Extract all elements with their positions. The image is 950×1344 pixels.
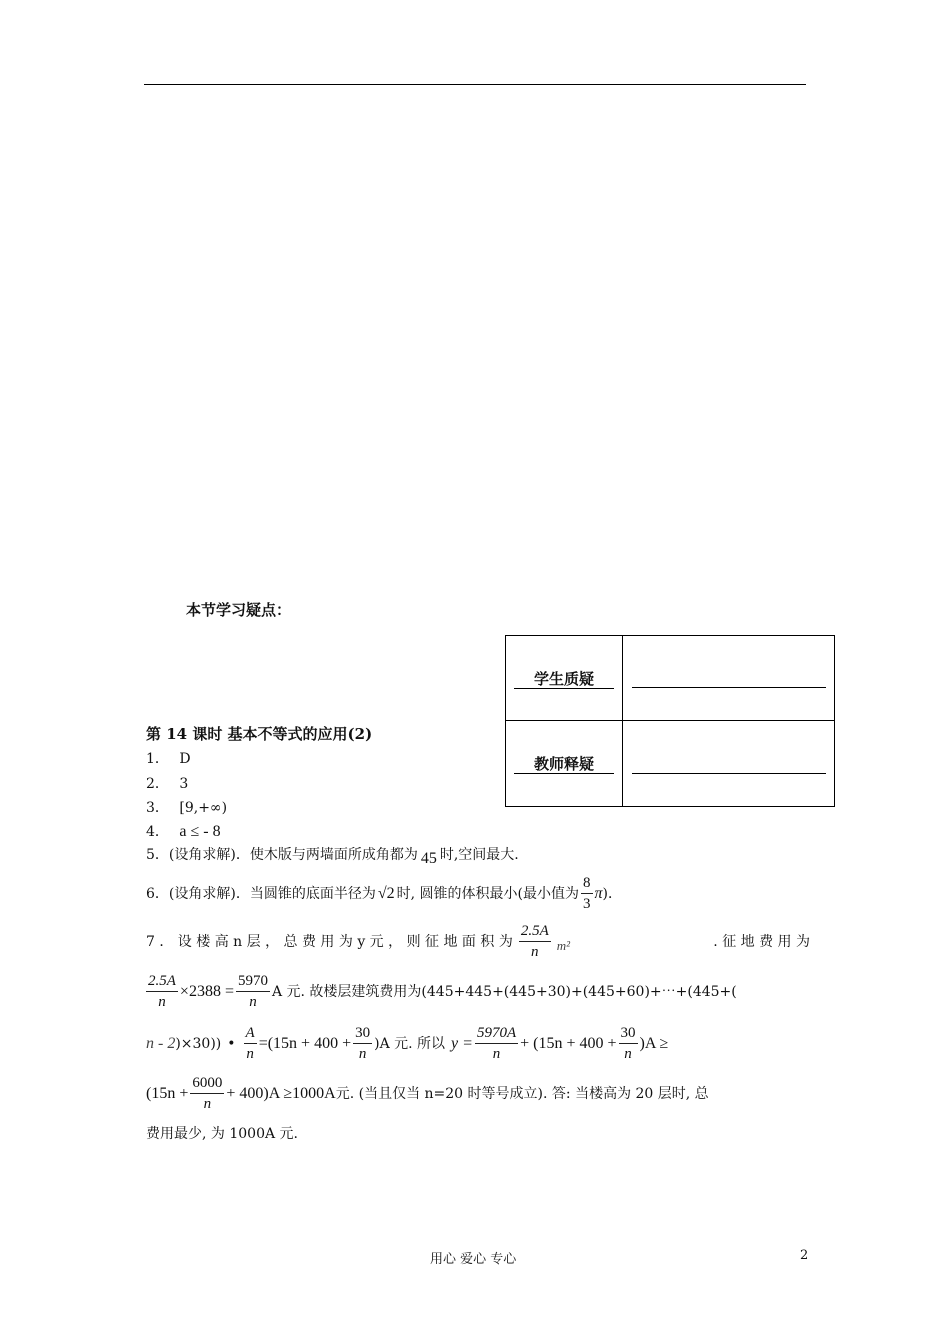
student-answer-line xyxy=(632,687,826,688)
table-divider-vertical xyxy=(622,636,623,806)
answer-7-area-numerator: 2.5A xyxy=(519,923,551,942)
answer-6-text-mid: 时, 圆锥的体积最小(最小值为 xyxy=(396,886,579,902)
answer-7-dot: • xyxy=(227,1036,236,1052)
table-divider-horizontal xyxy=(506,720,834,721)
answer-7-times-30: )×30)) xyxy=(175,1036,222,1052)
answer-7-expression-2: + (15n + 400 + xyxy=(520,1035,617,1052)
lesson-heading: 第 14 课时 基本不等式的应用(2) xyxy=(146,725,373,743)
answer-1 xyxy=(146,750,191,768)
answer-7-inequality-2: + 400)A ≥1000A xyxy=(226,1085,336,1102)
footer-slogan: 用心 爱心 专心 xyxy=(430,1252,517,1267)
answer-6-fraction-numerator: 8 xyxy=(581,875,593,894)
answer-7-a-numerator: A xyxy=(244,1025,257,1044)
answer-7-a-denominator: n xyxy=(246,1046,254,1062)
answer-6-text-start: 6．(设角求解)．当圆锥的底面半径为 xyxy=(146,886,376,902)
answer-7-a-over-n-fraction xyxy=(244,1025,257,1063)
answer-7-line-3-text: )A 元. 所以 xyxy=(374,1036,446,1052)
answer-7-30-denominator-2: n xyxy=(624,1046,632,1062)
answer-7-cost-fraction xyxy=(146,973,178,1011)
answer-2-number: 2． xyxy=(146,776,169,792)
teacher-answer-label: 教师释疑 xyxy=(533,755,594,773)
answer-2-text: 3 xyxy=(179,776,189,792)
answer-4-number: 4． xyxy=(146,824,169,840)
answer-4 xyxy=(146,823,221,841)
answer-7-6000-denominator: n xyxy=(203,1096,212,1112)
answer-3 xyxy=(146,799,227,817)
answer-3-number: 3． xyxy=(146,800,169,816)
answer-7-line-3 xyxy=(146,1024,668,1064)
answer-7-cost-numerator: 2.5A xyxy=(146,973,178,992)
answer-7-30-fraction-2 xyxy=(619,1025,638,1063)
answer-7-5970a-fraction xyxy=(475,1025,518,1063)
section-label: 本节学习疑点： xyxy=(186,601,292,619)
answer-7-line-1 xyxy=(146,922,810,962)
question-table xyxy=(505,635,835,807)
answer-7-6000-fraction xyxy=(190,1075,224,1113)
answer-6-fraction xyxy=(581,875,593,913)
answer-7-expression-3: (15n + xyxy=(146,1085,189,1102)
student-question-label: 学生质疑 xyxy=(533,670,594,688)
answer-7-6000-numerator: 6000 xyxy=(190,1075,224,1094)
answer-7-5970-fraction xyxy=(236,973,270,1011)
answer-5-text-start: 5．(设角求解)．使木版与两墙面所成角都为 xyxy=(146,847,418,863)
teacher-answer-line xyxy=(632,773,826,774)
answer-7-line-2-text: A 元. 故楼层建筑费用为(445+445+(445+30)+(445+60)+⋯+(445+( xyxy=(271,984,737,1000)
answer-7-inequality-1: )A ≥ xyxy=(639,1035,669,1052)
student-label-underline xyxy=(514,688,614,689)
answer-7-line-4 xyxy=(146,1074,709,1114)
header-rule xyxy=(144,84,806,85)
answer-5 xyxy=(146,846,519,867)
answer-7-line-4-text: 元. (当且仅当 n=20 时等号成立). 答: 当楼高为 20 层时, 总 xyxy=(335,1086,709,1102)
answer-6 xyxy=(146,874,622,914)
answer-6-sqrt: √2 xyxy=(377,885,395,902)
answer-7-n-minus-2: n - 2 xyxy=(146,1035,176,1052)
answer-7-area-fraction xyxy=(519,923,551,961)
answer-6-text-end: )． xyxy=(602,886,622,902)
answer-3-text: [9,+∞) xyxy=(179,800,228,816)
answer-7-5970-numerator: 5970 xyxy=(236,973,270,992)
answer-7-30-numerator-1: 30 xyxy=(353,1025,372,1044)
answer-7-line-1-text: 7 ． 设 楼 高 n 层 ， 总 费 用 为 y 元 ， 则 征 地 面 积 为 xyxy=(146,934,513,950)
answer-7-30-numerator-2: 30 xyxy=(619,1025,638,1044)
page-number: 2 xyxy=(800,1248,809,1263)
teacher-label-underline xyxy=(514,773,614,774)
answer-5-text-end: 时,空间最大. xyxy=(439,847,519,863)
answer-4-text: a ≤ - 8 xyxy=(179,823,221,840)
answer-7-multiplier: ×2388 = xyxy=(179,983,234,1000)
answer-1-number: 1． xyxy=(146,751,169,767)
answer-6-pi: π xyxy=(594,885,603,902)
answer-7-cost-denominator: n xyxy=(158,994,166,1010)
answer-7-area-denominator: n xyxy=(531,944,539,960)
answer-7-30-fraction-1 xyxy=(353,1025,372,1063)
answer-7-line-2 xyxy=(146,972,737,1012)
answer-7-5970a-denominator: n xyxy=(492,1046,501,1062)
answer-7-5970a-numerator: 5970A xyxy=(475,1025,518,1044)
answer-2 xyxy=(146,775,188,793)
answer-7-line-1-end: . 征 地 费 用 为 xyxy=(713,934,810,950)
answer-7-5970-denominator: n xyxy=(249,994,257,1010)
answer-7-30-denominator-1: n xyxy=(358,1046,367,1062)
answer-6-fraction-denominator: 3 xyxy=(583,896,591,912)
answer-7-line-5: 费用最少, 为 1000A 元. xyxy=(146,1126,298,1142)
answer-7-y: y = xyxy=(451,1035,473,1052)
answer-7-area-unit: m² xyxy=(556,938,571,953)
answer-7-expression-1: =(15n + 400 + xyxy=(258,1035,352,1052)
answer-5-angle: 45 xyxy=(420,850,437,867)
answer-1-text: D xyxy=(179,751,191,767)
